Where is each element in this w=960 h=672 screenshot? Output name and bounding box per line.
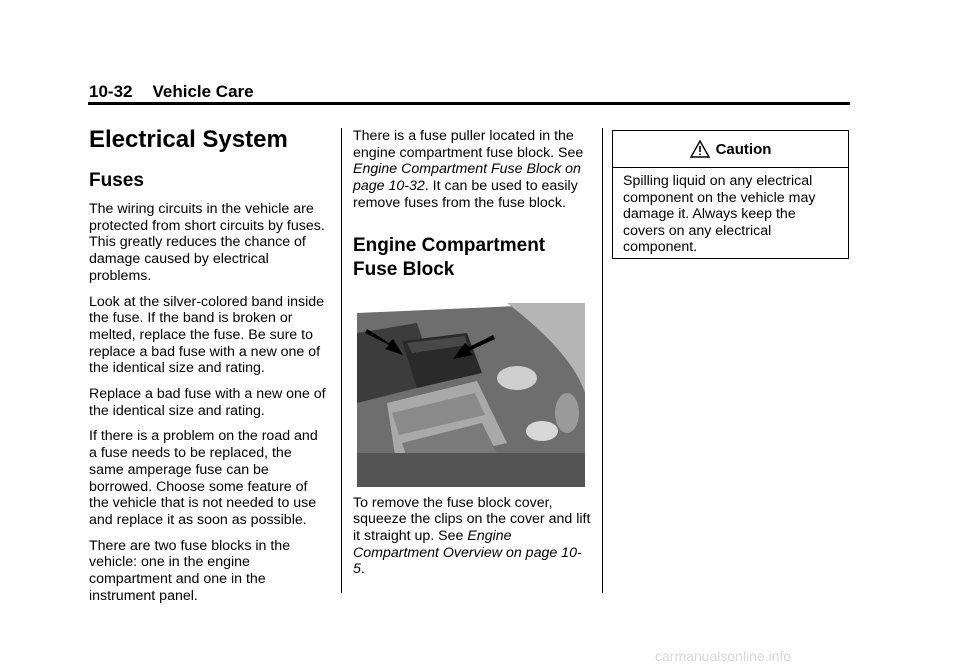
watermark: carmanualsonline.info — [655, 648, 792, 664]
paragraph: Look at the silver-colored band inside the fuse. If the band is broken or melted, replace the fuse. Be sure to replace a bad fuse with a new one of the identical size and rating. — [89, 293, 325, 377]
engine-fuse-block-heading: Engine Compartment Fuse Block — [353, 234, 546, 280]
warning-icon — [690, 140, 710, 158]
page-header — [89, 82, 254, 102]
cross-reference-link[interactable]: Engine Compartment Overview on page 10-5 — [353, 527, 582, 578]
paragraph: If there is a problem on the road and a fuse needs to be replaced, the same amperage fuse can be borrowed. Choose some feature of the vehicle that is not needed to use and replace it as soon as possible. — [89, 428, 318, 528]
column-2: There is a fuse puller located in the engine compartment fuse block. See Engine Compartment Fuse Block on page 10-32. It can be used to easily remove fuses from the fuse block. Engine Compartment Fuse Block To remove the fuse block cover, squeeze the clips on the cover and lift it straight up. See Engine Compartment Overview on page 10-5. — [353, 128, 591, 578]
caution-header — [613, 131, 848, 168]
fuses-heading: Fuses — [89, 170, 144, 191]
paragraph: The wiring circuits in the vehicle are protected from short circuits by fuses. This greatly reduces the chance of damage caused by electrical problems. — [89, 201, 325, 284]
caution-box — [612, 130, 849, 259]
caution-text: Spilling liquid on any electrical component on the vehicle may damage it. Always keep the covers on any electrical component. — [623, 173, 816, 255]
engine-compartment-photo — [357, 303, 585, 487]
header-rule — [88, 102, 850, 105]
caution-title: Caution — [715, 140, 772, 158]
page-number: 10-32 — [89, 82, 133, 101]
column-1 — [89, 126, 329, 613]
section-title: Vehicle Care — [152, 82, 254, 101]
column-divider — [602, 128, 603, 593]
page-title: Electrical System — [89, 126, 288, 153]
column-divider — [341, 128, 342, 593]
paragraph: There are two fuse blocks in the vehicle: one in the engine compartment and one in the instrument panel. — [89, 537, 291, 604]
cross-reference-link[interactable]: Engine Compartment Fuse Block on page 10-32 — [353, 161, 581, 195]
paragraph: Replace a bad fuse with a new one of the identical size and rating. — [89, 386, 326, 419]
